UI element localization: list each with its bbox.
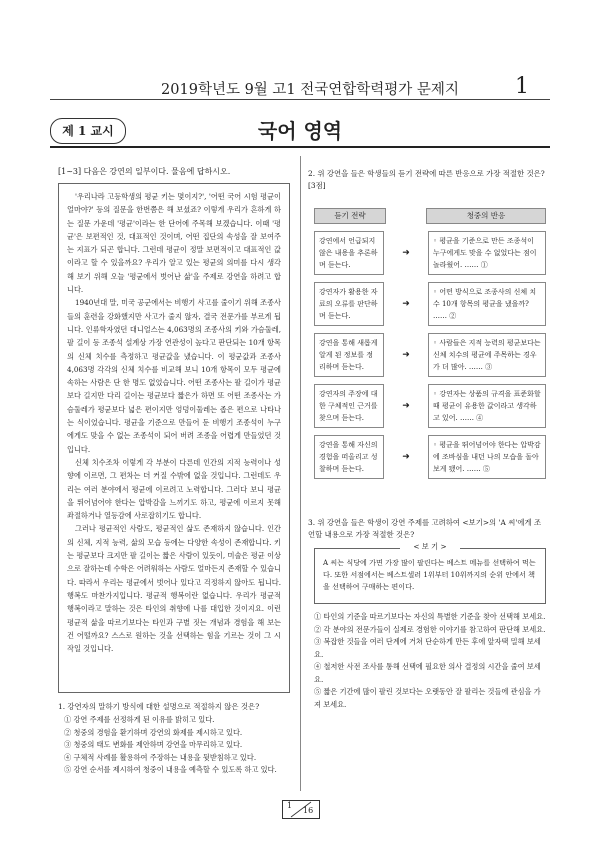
passage-box <box>58 183 290 693</box>
table-row <box>314 333 546 377</box>
footer-total: 16 <box>303 806 314 815</box>
arrow-right-icon: ➜ <box>402 299 410 309</box>
choice-2[interactable]: ② 청중의 경험을 환기하며 강연의 화제를 제시하고 있다. <box>64 727 243 737</box>
strategy-cell: 강연자의 주장에 대한 구체적인 근거를 찾으며 듣는다. <box>314 384 384 428</box>
subject-rule <box>50 146 550 148</box>
choice-2[interactable]: ② 각 분야의 전문가들이 실제로 경험한 이야기를 참고하여 판단해 보세요. <box>314 624 546 634</box>
table-header-strategy: 듣기 전략 <box>314 208 386 224</box>
choice-1[interactable]: ① 타인의 기준을 따르기보다는 자신의 특별한 기준을 찾아 선택해 보세요. <box>314 612 546 621</box>
strategy-cell: 강연을 통해 새롭게 알게 된 정보를 정리하며 듣는다. <box>314 333 384 377</box>
question-1-choices <box>64 714 294 777</box>
listening-strategy-table <box>314 208 546 479</box>
bogi-label: < 보 기 > <box>400 542 460 552</box>
page-footer-box <box>282 800 320 819</box>
passage-paragraph: 그러나 평균적인 사람도, 평균적인 삶도 존재하지 않습니다. 인간의 신체, 지적 능력, 삶의 모습 등에는 다양한 속성이 존재합니다. 키는 평균보다 크지만 팔 길이는 짧은 사람이 있듯이, 미술은 평균 이상으로 잘하는데 수학은 어려워하는 사람도 얼마든지 존재할 수 있습니다. 따라서 우리는 평균에서 벗어나 있다고 걱정하지 않아도 됩니다. 행복도 마찬가지입니다. 평균적 행복이란 없습니다. 우리가 평균적 행복이라고 말하는 것은 타인의 취향에 나를 대입한 것이지요. 이런 평균적 삶을 따르기보다는 타인과 구별 짓는 개념과 경험을 해 보는 건 어떨까요? 스스로 원하는 것을 선택하는 힘을 기르는 것이 그 시작일 것입니다. <box>67 524 281 654</box>
table-row <box>314 231 546 275</box>
reaction-cell[interactable]: ◦ 사람들은 지적 능력의 평균보다는 신체 치수의 평균에 주목하는 경우가 더 많아. …… ③ <box>428 333 546 377</box>
session-badge: 제 1 교시 <box>50 118 126 144</box>
passage-paragraph: 신체 치수조차 이렇게 각 부분이 다른데 인간의 지적 능력이나 성향에 이르면, 그 편차는 더 커질 수밖에 없을 것입니다. 그런데도 우리는 여러 분야에서 평균에 이르려고 노력합니다. 그러다 보니 평균을 뛰어넘어야 한다는 압박감을 느끼기도 하고, 평균에 이르지 못해 좌절하거나 열등감에 사로잡히기도 합니다. <box>67 457 281 521</box>
footer-slash-icon <box>283 801 319 818</box>
arrow-right-icon: ➜ <box>402 401 410 411</box>
reaction-cell[interactable]: ◦ 어떤 방식으로 조종사의 신체 치수 10개 항목의 평균을 냈을까? …… ② <box>428 282 546 326</box>
bogi-box: A 씨는 식당에 가면 가장 많이 팔린다는 베스트 메뉴를 선택하여 먹는다. 또한 서점에서는 베스트셀러 1위부터 10위까지의 순위 안에서 책을 선택하여 구매하는 편이다. <box>314 548 546 604</box>
choice-4[interactable]: ④ 구체적 사례를 활용하여 주장하는 내용을 뒷받침하고 있다. <box>64 752 257 762</box>
choice-3[interactable]: ③ 청중의 태도 변화를 제안하며 강연을 마무리하고 있다. <box>64 740 243 749</box>
question-3-stem: 3. 위 강연을 들은 학생이 강연 주제를 고려하여 <보기>의 'A 씨'에게 조언할 내용으로 가장 적절한 것은? <box>308 518 542 539</box>
choice-5[interactable]: ⑤ 강연 순서를 제시하여 청중이 내용을 예측할 수 있도록 하고 있다. <box>64 765 277 774</box>
table-row <box>314 384 546 428</box>
section-heading: [1~3] 다음은 강연의 일부이다. 물음에 답하시오. <box>58 167 231 176</box>
arrow-right-icon: ➜ <box>402 452 410 462</box>
passage-paragraph: '우리나라 고등학생의 평균 키는 몇이지?', '어떤 국어 시험 평균이 얼마야?' 등의 질문을 한번쯤은 해 보셨죠? 이렇게 우리가 흔하게 하는 질문 가운데 '평균'이라는 한 단어에 주목해 보겠습니다. 이때 '평균'은 보편적인 것, 대표적인 것이며, 어떤 집단의 속성을 잘 보여주는 지표가 되곤 합니다. 그런데 평균이 정말 보편적이고 대표적인 값이라고 할 수 있을까요? 우리가 알고 있는 평균의 의미를 다시 생각해 보기 위해 오늘 '평균에서 벗어난 삶'을 주제로 강연을 하려고 합니다. <box>67 192 281 295</box>
table-row <box>314 435 546 479</box>
reaction-cell[interactable]: ◦ 평균을 뛰어넘어야 한다는 압박감에 조바심을 내던 나의 모습을 돌아보게 됐어. …… ⑤ <box>428 435 546 479</box>
strategy-cell: 강연에서 언급되지 않은 내용을 추론하며 듣는다. <box>314 231 384 275</box>
exam-title: 2019학년도 9월 고1 전국연합학력평가 문제지 <box>161 82 459 98</box>
passage-paragraph: 1940년대 말, 미국 공군에서는 비행기 사고를 줄이기 위해 조종사들의 훈련을 강화했지만 사고가 줄지 않자, 결국 전문가를 부르게 됩니다. 인류학자였던 대니얼스는 4,063명의 조종사의 키와 가슴둘레, 팔 길이 등 조종석 설계상 가장 연관성이 높다고 판단되는 10개 항목의 신체 치수를 측정하고 평균값을 냈습니다. 이 평균값과 조종사 4,063명 각각의 신체 치수를 비교해 보니 10개 항목이 모두 평균에 속하는 사람은 단 한 명도 없었습니다. 어떤 조종사는 팔 길이가 평균보다 길지만 다리 길이는 평균보다 짧은가 하면 또 어떤 조종사는 가슴둘레가 평균보다 넓은 편이지만 엉덩이둘레는 좁은 편으로 나타나는 식이었습니다. 평균을 기준으로 만들어 둔 비행기 조종석이 누구에게도 맞을 수 없는 조종석이 되어 버려 조종을 어렵게 만들었던 것입니다. <box>67 298 281 454</box>
column-divider <box>300 156 301 791</box>
arrow-right-icon: ➜ <box>402 248 410 258</box>
choice-1[interactable]: ① 강연 주제를 선정하게 된 이유를 밝히고 있다. <box>64 715 215 724</box>
choice-5[interactable]: ⑤ 짧은 기간에 많이 팔린 것보다는 오랫동안 잘 팔리는 것들에 관심을 가져 보세요. <box>314 687 541 709</box>
question-1-stem: 1. 강연자의 말하기 방식에 대한 설명으로 적절하지 않은 것은? <box>58 702 260 711</box>
table-header-reaction: 청중의 반응 <box>426 208 546 224</box>
header-rule <box>50 99 550 100</box>
footer-page: 1 <box>287 801 293 810</box>
reaction-cell[interactable]: ◦ 강연자는 상품의 규격을 표준화할 때 평균이 유용한 값이라고 생각하고 있어. …… ④ <box>428 384 546 428</box>
strategy-cell: 강연을 통해 자신의 경험을 떠올리고 성찰하며 듣는다. <box>314 435 384 479</box>
subject-title: 국어 영역 <box>257 119 343 143</box>
page-number: 1 <box>515 74 529 99</box>
choice-4[interactable]: ④ 철저한 사전 조사를 통해 선택에 필요한 의사 결정의 시간을 줄여 보세요. <box>314 662 541 684</box>
strategy-cell: 강연자가 활용한 자료의 오류를 판단하며 듣는다. <box>314 282 384 326</box>
table-row <box>314 282 546 326</box>
question-2-stem: 2. 위 강연을 들은 학생들의 듣기 전략에 따른 반응으로 가장 적절한 것은? [3점] <box>308 169 545 190</box>
question-3-choices <box>314 611 546 711</box>
choice-3[interactable]: ③ 복잡한 것들을 여러 단계에 거쳐 단순하게 만든 후에 앞자택 밀해 보세요. <box>314 637 541 659</box>
arrow-right-icon: ➜ <box>402 350 410 360</box>
reaction-cell[interactable]: ◦ 평균을 기준으로 만든 조종석이 누구에게도 맞을 수 없었다는 점이 놀라웠어. …… ① <box>428 231 546 275</box>
